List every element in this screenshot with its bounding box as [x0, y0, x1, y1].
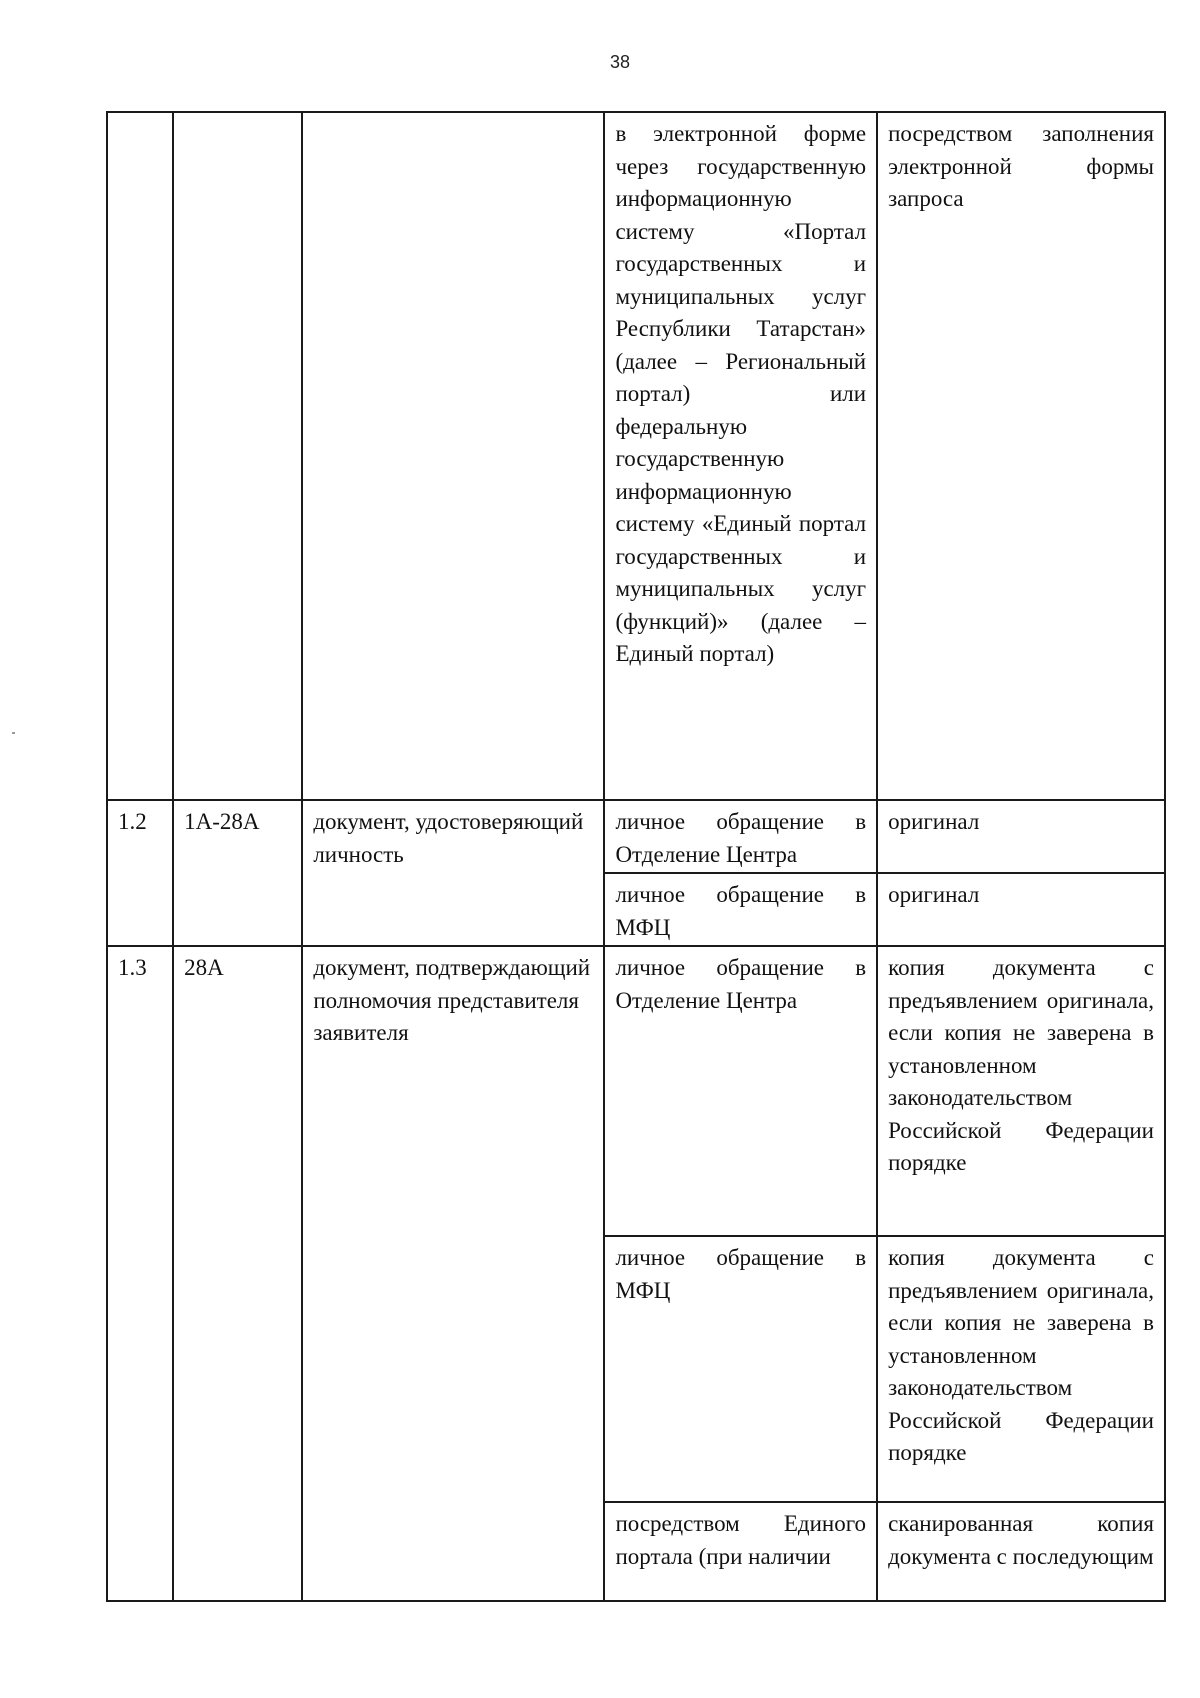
- cell-document: документ, удостоверяющий личность: [302, 800, 604, 946]
- scan-speck: [12, 732, 15, 734]
- cell-code: 1А-28А: [173, 800, 302, 946]
- cell-code: [173, 112, 302, 800]
- table-row: [107, 800, 1165, 873]
- cell-submission-form: посредством заполнения электронной формы запроса: [877, 112, 1165, 800]
- documents-table: [106, 111, 1166, 1602]
- cell-submission-method: [604, 1502, 877, 1601]
- cell-code: 28А: [173, 946, 302, 1601]
- cell-submission-form: оригинал: [877, 800, 1165, 873]
- cell-submission-form: копия документа с предъявлением оригинала, если копия не заверена в установленном законодательством Российской Федерации порядке: [877, 946, 1165, 1236]
- cell-text: посредством Единого портала (при наличии: [615, 1511, 867, 1569]
- page-number: 38: [609, 52, 631, 72]
- cell-submission-method: личное обращение в Отделение Центра: [604, 800, 877, 873]
- cell-number: 1.2: [107, 800, 173, 946]
- cell-submission-form: оригинал: [877, 873, 1165, 946]
- cell-submission-method: личное обращение в МФЦ: [604, 1236, 877, 1502]
- cell-submission-method: личное обращение в МФЦ: [604, 873, 877, 946]
- cell-number: [107, 112, 173, 800]
- cell-submission-method: в электронной форме через государственную информационную систему «Портал государственных и муниципальных услуг Республики Татарстан» (далее – Региональный портал) или федеральную государственную информационную систему «Единый портал государственных и муниципальных услуг (функций)» (далее – Единый портал): [604, 112, 877, 800]
- table-row: [107, 946, 1165, 1236]
- cell-submission-form: [877, 1502, 1165, 1601]
- cell-number: 1.3: [107, 946, 173, 1601]
- cell-text: сканированная копия документа с последующим: [888, 1511, 1154, 1569]
- table-row: [107, 112, 1165, 800]
- cell-submission-form: копия документа с предъявлением оригинала, если копия не заверена в установленном законодательством Российской Федерации порядке: [877, 1236, 1165, 1502]
- cell-submission-method: личное обращение в Отделение Центра: [604, 946, 877, 1236]
- cell-document: документ, подтверждающий полномочия представителя заявителя: [302, 946, 604, 1601]
- cell-document: [302, 112, 604, 800]
